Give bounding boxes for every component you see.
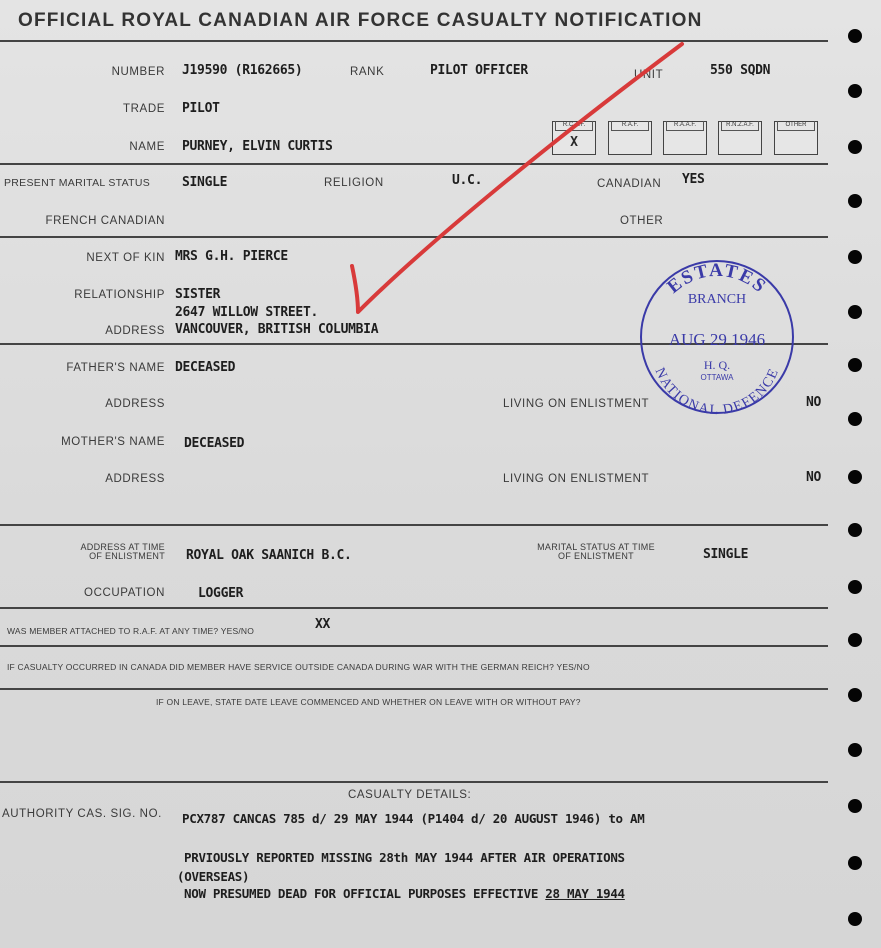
mother-name-label: MOTHER'S NAME: [61, 436, 165, 448]
father-living-value: NO: [806, 395, 822, 410]
unit-value: 550 SQDN: [710, 63, 771, 78]
divider: [0, 688, 828, 690]
mother-living-value: NO: [806, 470, 822, 485]
number-label: NUMBER: [111, 66, 165, 78]
trade-value: PILOT: [182, 101, 220, 116]
relationship-label: RELATIONSHIP: [74, 289, 165, 301]
force-box-rcaf: [552, 121, 596, 155]
stamp-top-text: ESTATES: [663, 259, 771, 298]
force-box-label: R.A.F.: [611, 121, 649, 131]
binder-hole: [848, 523, 862, 537]
rank-label: RANK: [350, 66, 385, 78]
marital-status-label: PRESENT MARITAL STATUS: [4, 177, 151, 189]
stamp-branch-text: BRANCH: [687, 292, 747, 307]
estates-branch-stamp: [636, 257, 798, 417]
force-box-raaf: [663, 121, 707, 155]
binder-hole: [848, 799, 862, 813]
divider: [0, 781, 828, 783]
label-line: OF ENLISTMENT: [558, 551, 634, 561]
divider: [0, 524, 828, 526]
casualty-details-heading: CASUALTY DETAILS:: [348, 789, 472, 801]
label-line: MARITAL STATUS AT TIME: [537, 542, 655, 552]
details-line-2: (OVERSEAS): [177, 869, 250, 884]
force-box-other: [774, 121, 818, 155]
address-at-enlistment-value: ROYAL OAK SAANICH B.C.: [186, 548, 352, 563]
details-line-3: [184, 886, 625, 901]
binder-hole: [848, 856, 862, 870]
binder-hole: [848, 194, 862, 208]
outside-canada-question: IF CASUALTY OCCURRED IN CANADA DID MEMBER HAVE SERVICE OUTSIDE CANADA DURING WAR WITH THE GERMAN REICH? YES/NO: [7, 662, 590, 672]
mother-address-label: ADDRESS: [105, 473, 165, 485]
binder-hole: [848, 743, 862, 757]
canadian-label: CANADIAN: [597, 178, 662, 190]
father-name-label: FATHER'S NAME: [66, 362, 165, 374]
address-line-2: VANCOUVER, BRITISH COLUMBIA: [175, 322, 379, 337]
binder-hole: [848, 29, 862, 43]
details-line-1: PRVIOUSLY REPORTED MISSING 28th MAY 1944 AFTER AIR OPERATIONS: [184, 850, 625, 865]
force-box-label: R.C.A.F.: [555, 121, 593, 131]
stamp-hq: H. Q.: [703, 358, 731, 372]
divider: [0, 645, 828, 647]
divider: [0, 40, 828, 42]
father-name-value: DECEASED: [175, 360, 236, 375]
religion-value: U.C.: [452, 173, 483, 188]
label-line: ADDRESS AT TIME: [80, 542, 165, 552]
french-canadian-label: FRENCH CANADIAN: [45, 215, 165, 227]
raf-answer-mark: XX: [315, 617, 331, 632]
number-value: J19590 (R162665): [182, 63, 303, 78]
leave-question: IF ON LEAVE, STATE DATE LEAVE COMMENCED AND WHETHER ON LEAVE WITH OR WITHOUT PAY?: [156, 697, 581, 707]
mother-living-label: LIVING ON ENLISTMENT: [503, 473, 650, 485]
next-of-kin-value: MRS G.H. PIERCE: [175, 249, 288, 264]
binder-hole: [848, 580, 862, 594]
relationship-value: SISTER: [175, 287, 221, 302]
authority-label: AUTHORITY CAS. SIG. NO.: [2, 808, 162, 820]
binder-hole: [848, 84, 862, 98]
rank-value: PILOT OFFICER: [430, 63, 528, 78]
occupation-label: OCCUPATION: [84, 587, 165, 599]
other-label: OTHER: [620, 215, 664, 227]
canadian-value: YES: [682, 172, 705, 187]
details-text: NOW PRESUMED DEAD FOR OFFICIAL PURPOSES EFFECTIVE: [184, 886, 546, 901]
binder-hole: [848, 140, 862, 154]
name-label: NAME: [129, 141, 165, 153]
unit-label: UNIT: [634, 69, 664, 81]
force-box-label: R.N.Z.A.F.: [721, 121, 759, 131]
marital-status-value: SINGLE: [182, 175, 228, 190]
force-box-raf: [608, 121, 652, 155]
force-box-label: R.A.A.F.: [666, 121, 704, 131]
form-title: OFFICIAL ROYAL CANADIAN AIR FORCE CASUALTY NOTIFICATION: [18, 10, 703, 31]
binder-hole: [848, 470, 862, 484]
force-box-mark: X: [570, 135, 578, 150]
binder-hole: [848, 412, 862, 426]
raf-question: WAS MEMBER ATTACHED TO R.A.F. AT ANY TIME? YES/NO: [7, 626, 255, 636]
binder-hole: [848, 912, 862, 926]
binder-hole: [848, 358, 862, 372]
address-line-1: 2647 WILLOW STREET.: [175, 305, 319, 320]
binder-hole: [848, 305, 862, 319]
stamp-bottom-text: NATIONAL DEFENCE: [651, 365, 783, 417]
force-box-rnzaf: [718, 121, 762, 155]
father-living-label: LIVING ON ENLISTMENT: [503, 398, 650, 410]
religion-label: RELIGION: [324, 177, 384, 189]
divider: [0, 236, 828, 238]
next-of-kin-label: NEXT OF KIN: [86, 252, 165, 264]
authority-value: PCX787 CANCAS 785 d/ 29 MAY 1944 (P1404 d/ 20 AUGUST 1946) to AM: [182, 811, 645, 826]
force-box-label: OTHER: [777, 121, 815, 131]
occupation-value: LOGGER: [198, 586, 244, 601]
name-value: PURNEY, ELVIN CURTIS: [182, 139, 333, 154]
divider: [0, 163, 828, 165]
effective-date: 28 MAY 1944: [545, 886, 625, 901]
binder-hole: [848, 250, 862, 264]
marital-at-enlistment-value: SINGLE: [703, 547, 749, 562]
stamp-date: AUG 29 1946: [668, 330, 766, 349]
divider: [0, 607, 828, 609]
address-at-enlistment-label: [80, 543, 165, 561]
marital-at-enlistment-label: [527, 543, 665, 561]
binder-hole: [848, 688, 862, 702]
label-line: OF ENLISTMENT: [89, 551, 165, 561]
mother-name-value: DECEASED: [184, 436, 245, 451]
stamp-city: OTTAWA: [700, 373, 734, 382]
binder-hole: [848, 633, 862, 647]
address-label: ADDRESS: [105, 325, 165, 337]
father-address-label: ADDRESS: [105, 398, 165, 410]
trade-label: TRADE: [123, 103, 165, 115]
